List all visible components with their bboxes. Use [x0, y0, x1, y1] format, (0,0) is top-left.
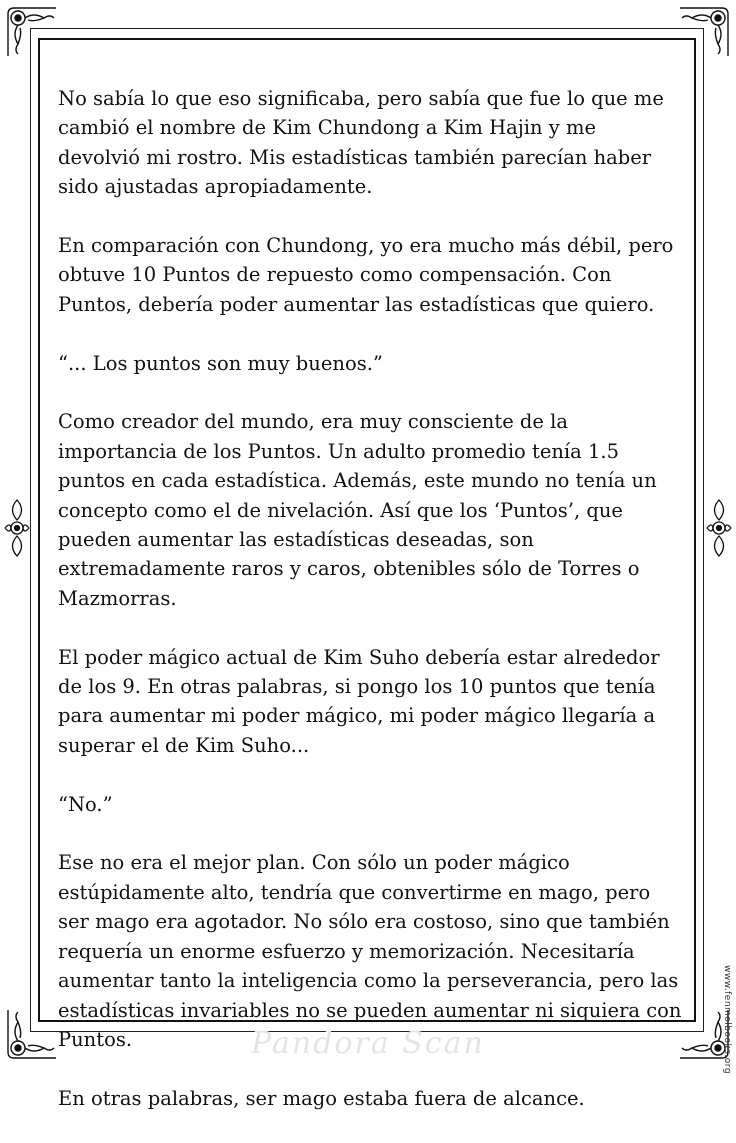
- paragraph: En otras palabras, ser mago estaba fuera de alcance.: [58, 1086, 585, 1110]
- paragraph: En comparación con Chundong, yo era mucho más débil, pero obtuve 10 Puntos de repuesto como compensación. Con Puntos, debería poder aumentar las estadísticas que quiero.: [58, 234, 674, 316]
- watermark: Pandora Scan: [251, 1026, 485, 1061]
- ornamental-corner-icon: [676, 4, 732, 60]
- ornamental-side-icon: [2, 498, 32, 558]
- ornamental-corner-icon: [4, 4, 60, 60]
- paragraph: El poder mágico actual de Kim Suho debería estar alrededor de los 9. En otras palabras, si pongo los 10 puntos que tenía para aumentar mi poder mágico, mi poder mágico llegaría a superar el de Kim Suho...: [58, 645, 660, 757]
- paragraph: Ese no era el mejor plan. Con sólo un poder mágico estúpidamente alto, tendría que convertirme en mago, pero ser mago era agotador. No sólo era costoso, sino que también requería un enorme esfuerzo y memorización. Necesitaría aumentar tanto la inteligencia como la perseverancia, pero las estadísticas invariables no se pueden aumentar ni siquiera con Puntos.: [58, 851, 682, 1051]
- side-url-text: www.fenmolbooks.org: [722, 965, 732, 1075]
- paragraph: Como creador del mundo, era muy consciente de la importancia de los Puntos. Un adulto promedio tenía 1.5 puntos en cada estadística. Además, este mundo no tenía un concepto como el de nivelación. Así que los ‘Puntos’, que pueden aumentar las estadísticas deseadas, son extremadamente raros y caros, obtenibles sólo de Torres o Mazmorras.: [58, 410, 657, 610]
- paragraph: “No.”: [58, 792, 113, 816]
- paragraph: No sabía lo que eso significaba, pero sabía que fue lo que me cambió el nombre de Kim Chundong a Kim Hajin y me devolvió mi rostro. Mis estadísticas también parecían haber sido ajustadas apropiadamente.: [58, 87, 664, 199]
- ornamental-side-icon: [704, 498, 734, 558]
- paragraph: “... Los puntos son muy buenos.”: [58, 351, 383, 375]
- page-text: [58, 84, 684, 1143]
